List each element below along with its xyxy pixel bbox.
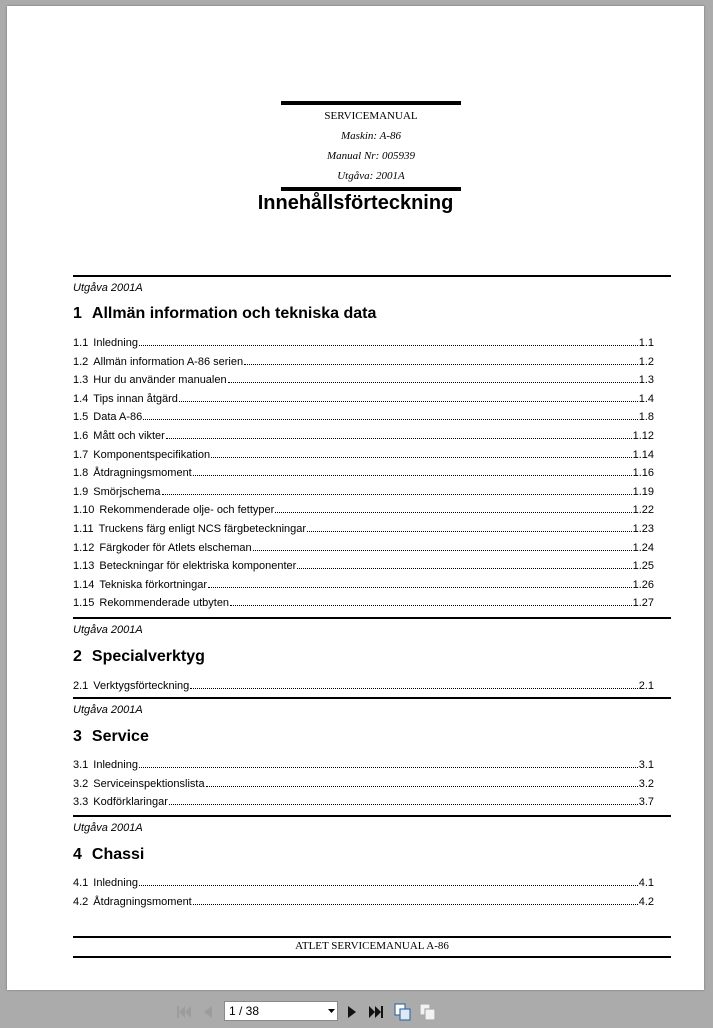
toc-entry-number: 1.5 [73,411,89,424]
toc-dot-leader [211,456,631,458]
toc-entry-number: 1.10 [73,504,95,517]
toc-entry-title: Beteckningar för elektriska komponenter [99,560,297,573]
toc-entry-title: Smörjschema [93,485,161,498]
toc-dot-leader [253,549,632,551]
toc-entry-page: 3.1 [638,759,654,771]
toc-entry-number: 4.1 [73,877,89,889]
last-page-icon [369,1006,383,1018]
toc-dot-leader [193,474,632,476]
toc-entry-page: 2.1 [638,680,654,692]
toc-entry[interactable] [73,486,654,502]
toc-dot-leader [208,586,632,588]
section-rule [73,275,671,277]
toc-entry-title: Komponentspecifikation [93,448,211,461]
section-number: 2 [73,648,82,665]
toc-entry[interactable] [73,356,654,372]
toc-entry-title: Mått och vikter [93,430,165,442]
toc-entry-page: 1.16 [632,467,654,480]
toc-entry-title: Kodförklaringar [93,796,168,809]
toc-entry[interactable] [73,430,654,446]
toc-entry[interactable] [73,504,654,520]
section-rule [73,617,671,619]
section-edition: Utgåva 2001A [73,822,143,834]
toc-entry[interactable] [73,796,654,812]
toc-entry[interactable] [73,877,654,893]
page-number-select[interactable] [224,1001,338,1021]
toc-entry-number: 1.13 [73,560,95,573]
toc-entry-number: 3.3 [73,796,89,809]
toc-entry-number: 3.1 [73,759,89,771]
toc-entry-title: Hur du använder manualen [93,374,227,387]
header-bottom-rule [281,187,461,191]
toc-entry-page: 4.1 [638,877,654,889]
toc-entry-title: Inledning [93,759,138,771]
toc-dot-leader [228,381,638,383]
toc-entry-page: 1.24 [632,541,654,554]
document-header [281,101,461,191]
section-number: 3 [73,728,82,745]
toc-entry-number: 1.2 [73,355,89,368]
previous-page-icon [204,1006,212,1018]
toc-entry-number: 1.12 [73,541,95,554]
toc-dot-leader [275,511,631,513]
first-page-icon [177,1006,191,1018]
toc-entry-page: 3.2 [638,777,654,790]
toc-entry-title: Rekommenderade utbyten [99,597,230,610]
page-indicator: 1 / 38 [229,1004,260,1018]
toc-dot-leader [193,903,638,905]
toc-entry-number: 1.8 [73,467,89,480]
toc-entry-page: 1.27 [632,597,654,610]
toc-entry[interactable] [73,393,654,409]
page-title: Innehållsförteckning [257,192,454,214]
toc-entry-page: 1.4 [638,392,654,405]
toc-dot-leader [297,567,631,569]
toc-dot-leader [169,803,638,805]
toc-entry-number: 3.2 [73,777,89,790]
toc-entry-title: Åtdragningsmoment [93,895,192,908]
section-edition: Utgåva 2001A [73,624,143,636]
toc-entry-number: 2.1 [73,680,89,692]
toc-entry-page: 1.25 [632,560,654,573]
next-page-icon [348,1006,356,1018]
previous-page-button[interactable] [198,1002,218,1022]
toc-entry-page: 1.3 [638,374,654,387]
toc-entry-number: 1.7 [73,448,89,461]
toc-dot-leader [139,766,638,768]
section-title: Allmän information och tekniska data [91,305,377,322]
toc-entry-title: Truckens färg enligt NCS färgbeteckningar [98,523,307,535]
toc-dot-leader [162,493,632,495]
toc-entry-title: Allmän information A-86 serien [93,355,244,368]
section-title: Chassi [91,846,145,863]
two-page-view-button[interactable] [393,1002,413,1022]
toc-dot-leader [244,363,638,365]
footer-bottom-rule [73,956,671,958]
section-heading[interactable] [73,728,149,746]
footer-top-rule [73,936,671,938]
toc-entry-title: Färgkoder för Atlets elscheman [99,541,252,554]
toc-entry-page: 1.23 [632,523,654,535]
toc-entry-number: 1.15 [73,597,95,610]
header-title: SERVICEMANUAL [324,110,418,122]
toc-entry[interactable] [73,560,654,576]
page-select-caret [325,1009,337,1013]
section-edition: Utgåva 2001A [73,704,143,716]
header-edition: Utgåva: 2001A [337,170,405,182]
page-footer: ATLET SERVICEMANUAL A-86 [295,940,449,952]
single-page-view-icon [419,1003,437,1021]
toc-entry[interactable] [73,337,654,353]
toc-entry-number: 1.4 [73,392,89,405]
last-page-button[interactable] [366,1002,386,1022]
two-page-view-icon [394,1003,412,1021]
toc-entry[interactable] [73,597,654,613]
toc-entry-number: 1.9 [73,485,89,498]
toc-dot-leader [190,687,637,689]
toc-entry[interactable] [73,542,654,558]
toc-entry-number: 1.6 [73,430,89,442]
toc-entry[interactable] [73,778,654,794]
toc-entry[interactable] [73,680,654,696]
toc-entry-title: Tips innan åtgärd [93,392,178,405]
section-number: 1 [73,305,82,322]
toc-entry-title: Verktygsförteckning [93,680,190,692]
section-number: 4 [73,846,82,863]
first-page-button[interactable] [174,1002,194,1022]
section-rule [73,697,671,699]
header-top-rule [281,101,461,105]
toc-entry[interactable] [73,759,654,775]
toc-entry-page: 1.8 [638,411,654,424]
next-page-button[interactable] [342,1002,362,1022]
toc-entry[interactable] [73,896,654,912]
page-navigation-toolbar [0,996,713,1028]
toc-entry-title: Tekniska förkortningar [99,578,208,591]
section-heading[interactable] [73,305,376,323]
toc-entry-number: 1.11 [73,523,94,535]
section-title: Service [91,728,149,745]
toc-entry-title: Data A-86 [93,411,143,424]
toc-entry-number: 1.1 [73,337,89,349]
toc-entry-page: 1.22 [632,504,654,517]
toc-entry-number: 4.2 [73,895,89,908]
toc-dot-leader [230,604,632,606]
header-manual-number: Manual Nr: 005939 [327,150,415,162]
toc-entry-page: 4.2 [638,895,654,908]
toc-entry[interactable] [73,449,654,465]
toc-entry-page: 3.7 [638,796,654,809]
toc-dot-leader [139,884,638,886]
toc-entry-title: Serviceinspektionslista [93,777,205,790]
toc-entry-page: 1.12 [632,430,654,442]
toc-entry[interactable] [73,411,654,427]
toc-entry-page: 1.1 [638,337,654,349]
toc-dot-leader [143,418,637,420]
toc-dot-leader [166,437,632,439]
toc-entry-title: Åtdragningsmoment [93,467,192,480]
toc-entry[interactable] [73,523,654,539]
toc-dot-leader [206,785,638,787]
section-rule [73,815,671,817]
document-page [7,6,704,990]
single-page-view-button[interactable] [418,1002,438,1022]
toc-entry-page: 1.2 [638,355,654,368]
section-edition: Utgåva 2001A [73,282,143,294]
toc-entry-title: Inledning [93,877,138,889]
toc-entry-page: 1.14 [632,448,654,461]
toc-dot-leader [307,530,632,532]
toc-entry[interactable] [73,374,654,390]
toc-entry-number: 1.14 [73,578,95,591]
toc-entry[interactable] [73,579,654,595]
toc-entry[interactable] [73,467,654,483]
toc-dot-leader [179,400,638,402]
toc-entry-page: 1.26 [632,578,654,591]
toc-dot-leader [139,344,638,346]
section-heading[interactable] [73,846,144,864]
header-machine: Maskin: A-86 [341,130,401,142]
toc-entry-page: 1.19 [632,485,654,498]
toc-entry-number: 1.3 [73,374,89,387]
section-title: Specialverktyg [91,648,205,665]
toc-entry-title: Inledning [93,337,138,349]
chevron-down-icon [328,1009,335,1013]
section-heading[interactable] [73,648,205,666]
toc-entry-title: Rekommenderade olje- och fettyper [99,504,275,517]
